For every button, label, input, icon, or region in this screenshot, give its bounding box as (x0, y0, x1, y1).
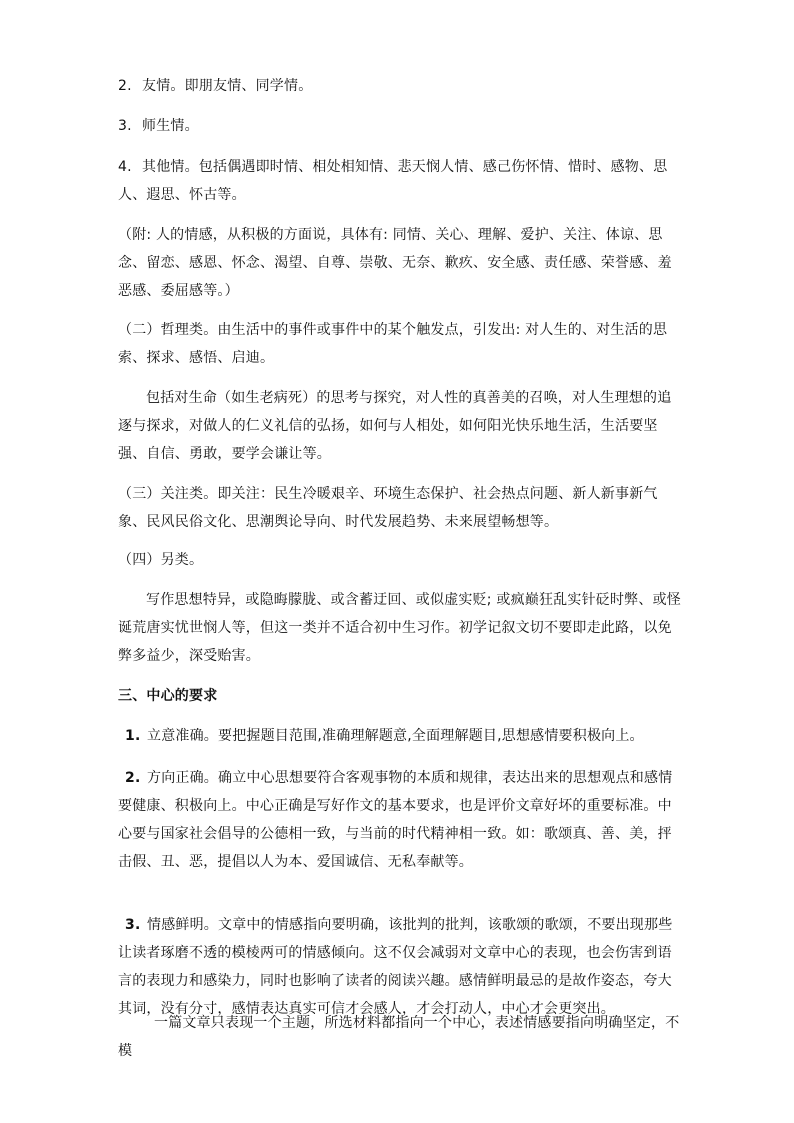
item-number: 2. (125, 770, 141, 786)
item-number: 2. (118, 78, 132, 94)
item-number: 3. (125, 917, 141, 933)
list-item-friendship (118, 72, 682, 100)
section-philosophy: （二）哲理类。由生活中的事件或事件中的某个触发点，引发出: 对人生的、对生活的思索、探求、感悟、启迪。 (118, 322, 668, 366)
list-item-other (118, 153, 682, 209)
item-text: 立意准确。要把握题目范围,准确理解题意,全面理解题目,思想感情要积极向上。 (147, 728, 644, 744)
section-other-body: 写作思想特异，或隐晦朦胧、或含蓄迂回、或似虚实贬; 或疯巅狂乱实针砭时弊、或怪诞荒唐实忧世悯人等，但这一类并不适合初中生习作。初学记叙文切不要即走此路，以免弊多益少，深受贻害。 (118, 592, 681, 664)
section-philosophy-body: 包括对生命（如生老病死）的思考与探究，对人性的真善美的召唤，对人生理想的追逐与探求，对做人的仁义礼信的弘扬，如何与人相处，如何阳光快乐地生活，生活要坚强、自信、勇敢，要学会谦让等。 (118, 390, 672, 462)
item-number: 4. (118, 159, 132, 175)
item-text: 友情。即朋友情、同学情。 (142, 78, 313, 94)
item-text: 师生情。 (142, 118, 199, 134)
section-other: （四）另类。 (118, 552, 204, 568)
note-paragraph: （附: 人的情感，从积极的方面说，具体有: 同情、关心、理解、爱护、关注、体谅、思念、留恋、感恩、怀念、渴望、自尊、崇敬、无奈、歉疚、安全感、责任感、荣誉感、羞恶感、委屈感等。） (118, 227, 672, 299)
requirement-item (118, 764, 682, 876)
item-text: 情感鲜明。文章中的情感指向要明确，该批判的批判，该歌颂的歌颂，不要出现那些让读者琢磨不透的模棱两可的情感倾向。这不仅会减弱对文章中心的表现，也会伤害到语言的表现力和感染力，同时也影响了读者的阅读兴趣。感情鲜明最忌的是故作姿态，夸大其词，没有分寸，感情表达真实可信才会感人，才会打动人，中心才会更突出。 (118, 917, 673, 1017)
item-text: 其他情。包括偶遇即时情、相处相知情、悲天悯人情、感己伤怀情、惜时、感物、思人、遐思、怀古等。 (118, 159, 668, 203)
item-number: 3. (118, 118, 132, 134)
section-attention: （三）关注类。即关注：民生冷暖艰辛、环境生态保护、社会热点问题、新人新事新气象、民风民俗文化、思潮舆论导向、时代发展趋势、未来展望畅想等。 (118, 486, 658, 530)
item-number: 1. (125, 728, 141, 744)
list-item-teacher (118, 112, 682, 140)
section-heading: 三、中心的要求 (118, 688, 218, 704)
requirement-item (118, 722, 682, 750)
item-text: 方向正确。确立中心思想要符合客观事物的本质和规律，表达出来的思想观点和感情要健康、积极向上。中心正确是写好作文的基本要求，也是评价文章好坏的重要标准。中心要与国家社会倡导的公德相一致，与当前的时代精神相一致。如：歌颂真、善、美，抨击假、丑、恶，提倡以人为本、爱国诚信、无私奉献等。 (118, 770, 673, 870)
final-paragraph: 一篇文章只表现一个主题，所选材料都指向一个中心，表述情感要指向明确坚定，不模 (118, 1015, 680, 1059)
requirement-item (118, 911, 682, 1023)
